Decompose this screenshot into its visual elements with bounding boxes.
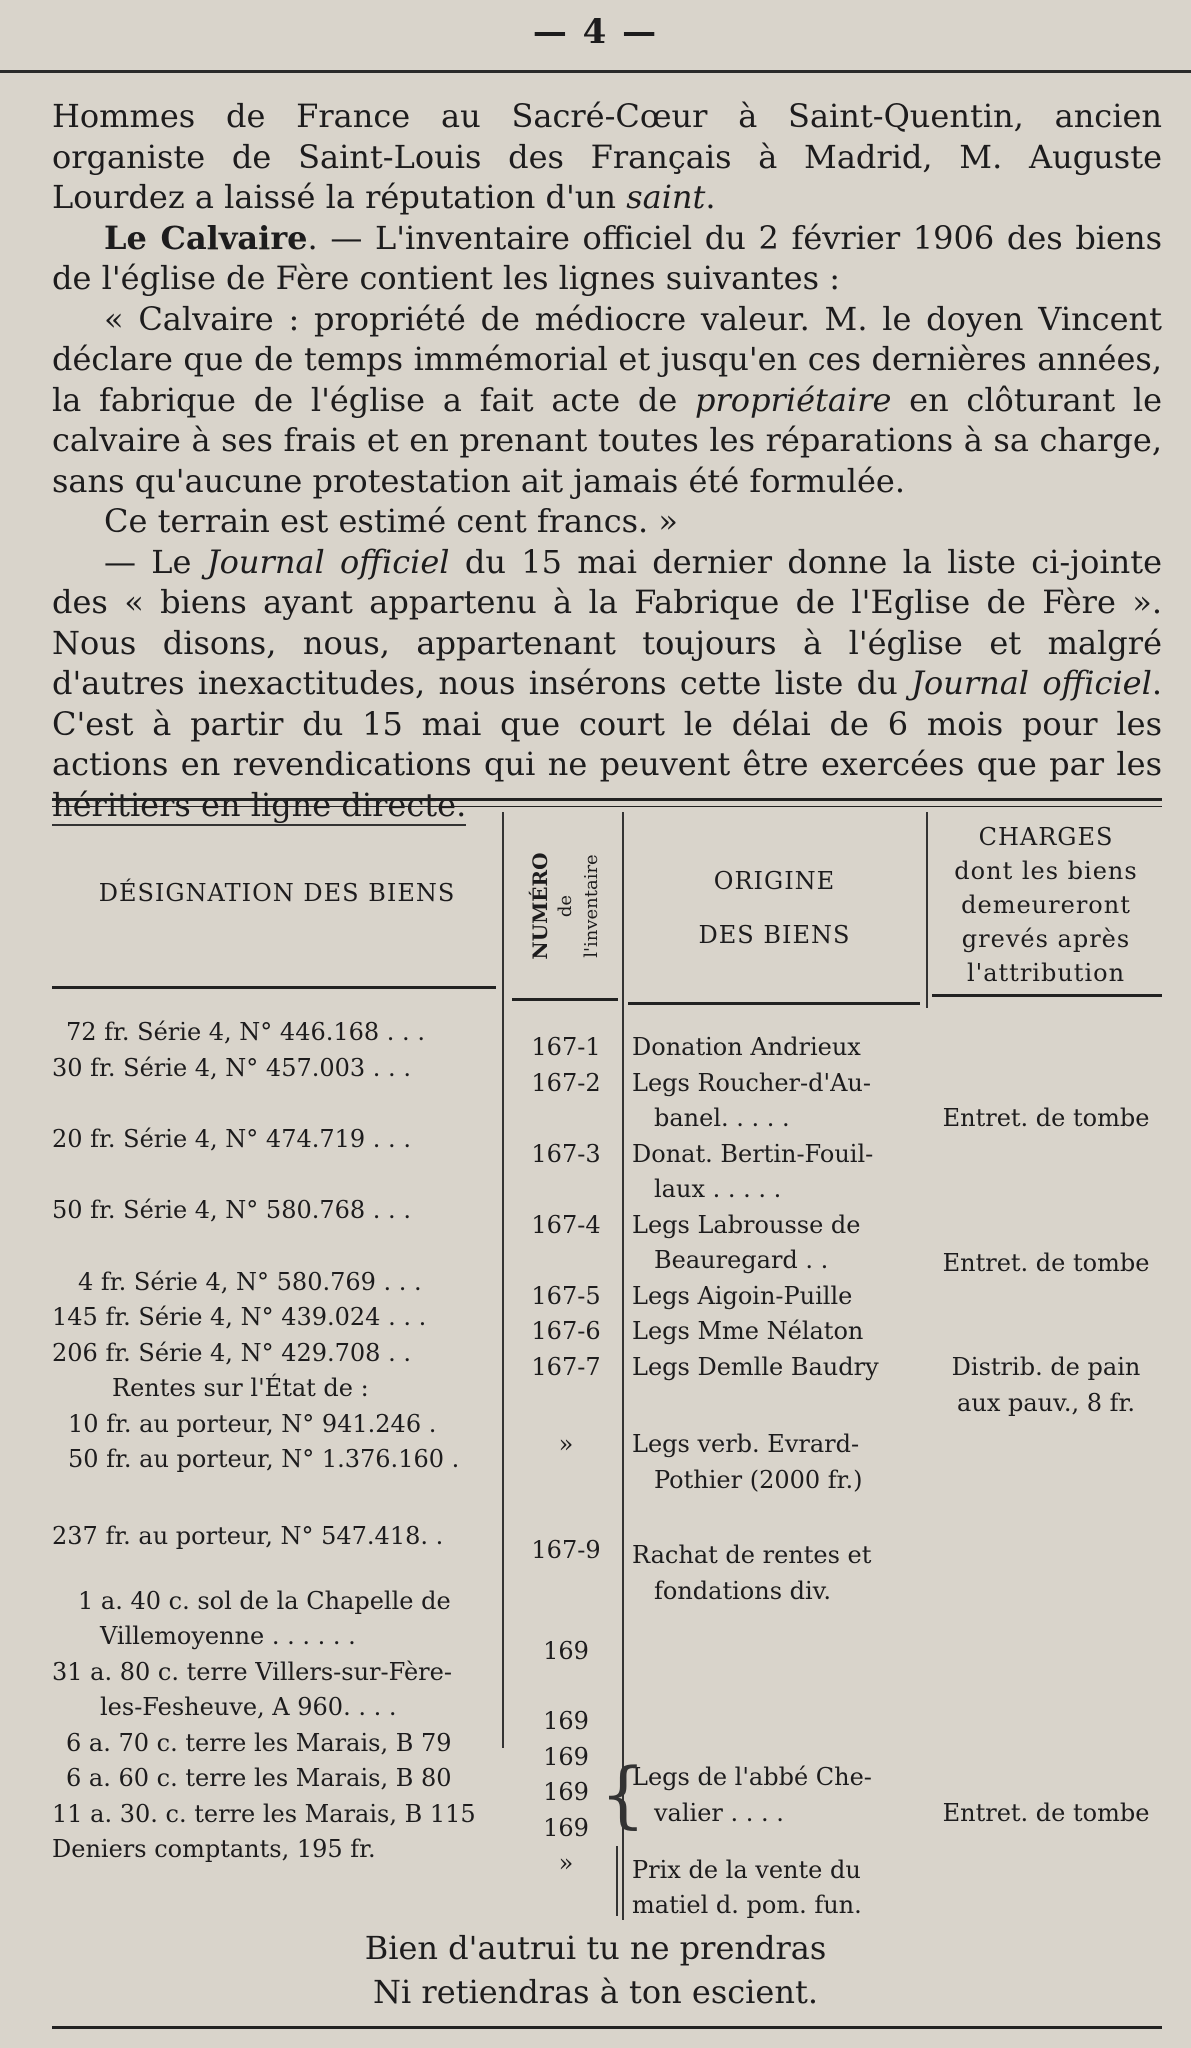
calvaire-heading: Le Calvaire bbox=[104, 218, 308, 257]
emphasis-saint: saint bbox=[626, 178, 706, 216]
designation-row: 50 fr. Série 4, N° 580.768 . . . bbox=[52, 1196, 411, 1224]
origine-line: valier . . . . bbox=[654, 1799, 784, 1827]
designation-row: 1 a. 40 c. sol de la Chapelle de bbox=[78, 1587, 451, 1615]
numero-cell: » bbox=[558, 1430, 574, 1458]
origine-line: Legs verb. Evrard- bbox=[632, 1430, 860, 1458]
charges-line: Entret. de tombe bbox=[942, 1104, 1150, 1132]
designation-row: 6 a. 70 c. terre les Marais, B 79 bbox=[66, 1729, 452, 1757]
header-rule-numero bbox=[512, 998, 618, 1001]
charges-line: Entret. de tombe bbox=[942, 1799, 1150, 1827]
origine-line: matiel d. pom. fun. bbox=[632, 1891, 862, 1919]
paragraph-journal: — Le Journal officiel du 15 mai dernier donne la liste ci-jointe des « biens ayant appartenu à la Fabrique de l'Eglise de Fère ». Nous disons, nous, appartenant toujours à l'église et malgré d'autres inexactitudes, nous insérons cette liste du Journal officiel. C'est à partir du 15 mai que court le délai de 6 mois pour les actions en revendications qui ne peuvent être exercées que par les héritiers en ligne directe. bbox=[52, 542, 1163, 824]
paragraph-quote: « Calvaire : propriété de médiocre valeur. M. le doyen Vincent déclare que de temps immémorial et jusqu'en ces dernières années, la fabrique de l'église a fait acte de propriétaire en clôturant le calvaire à ses frais et en prenant toutes les réparations à sa charge, sans qu'aucune protestation ait jamais été formulée. bbox=[52, 299, 1163, 500]
designation-row: 206 fr. Série 4, N° 429.708 . . bbox=[52, 1339, 411, 1367]
numero-cell: 167-3 bbox=[531, 1140, 601, 1168]
numero-cell: 167-5 bbox=[531, 1282, 601, 1310]
numero-cell: 167-7 bbox=[531, 1353, 601, 1381]
table-top-rule bbox=[52, 798, 1162, 801]
designation-row: 30 fr. Série 4, N° 457.003 . . . bbox=[52, 1054, 411, 1082]
designation-row: les-Fesheuve, A 960. . . . bbox=[100, 1693, 397, 1721]
origine-line: Prix de la vente du bbox=[632, 1856, 861, 1884]
origine-line: Legs Aigoin-Puille bbox=[632, 1282, 853, 1310]
origine-line: Legs Mme Nélaton bbox=[632, 1317, 864, 1345]
numero-cell: 167-9 bbox=[531, 1536, 601, 1564]
charges-line: Distrib. de pain bbox=[951, 1353, 1141, 1381]
origine-line: Donation Andrieux bbox=[632, 1033, 861, 1061]
designation-row: 72 fr. Série 4, N° 446.168 . . . bbox=[66, 1018, 425, 1046]
origine-line: laux . . . . . bbox=[654, 1175, 782, 1203]
numero-cell: 169 bbox=[543, 1637, 589, 1665]
motto-line-1: Bien d'autrui tu ne prendras bbox=[364, 1929, 827, 1967]
header-numero: NUMÉRO de l'inventaire bbox=[528, 852, 602, 960]
heritiers-underlined: héritiers en ligne directe. bbox=[52, 785, 467, 824]
header-rule-designation bbox=[52, 986, 496, 989]
numero-cell: 169 bbox=[543, 1707, 589, 1735]
numero-cell: 167-1 bbox=[531, 1033, 601, 1061]
paragraph-quote-end: Ce terrain est estimé cent francs. » bbox=[104, 502, 678, 540]
origine-line: Legs Roucher-d'Au- bbox=[632, 1069, 871, 1097]
origine-small-divider bbox=[616, 1846, 618, 1916]
numero-cell: 169 bbox=[543, 1778, 589, 1806]
body-text bbox=[52, 96, 1162, 825]
numero-cell: 167-6 bbox=[531, 1317, 601, 1345]
numero-cell: 167-4 bbox=[531, 1211, 601, 1239]
numero-cell: 169 bbox=[543, 1814, 589, 1842]
charges-line: aux pauv., 8 fr. bbox=[957, 1389, 1135, 1417]
paragraph-lourdez: Hommes de France au Sacré-Cœur à Saint-Quentin, ancien organiste de Saint-Louis des Français à Madrid, M. Auguste Lourdez a laissé la réputation d'un saint. bbox=[52, 97, 1162, 216]
numero-cell: » bbox=[558, 1849, 574, 1877]
designation-row: 11 a. 30. c. terre les Marais, B 115 bbox=[52, 1800, 476, 1828]
motto-line-2: Ni retiendras à ton escient. bbox=[373, 1973, 818, 2011]
header-origine: ORIGINE DES BIENS bbox=[698, 867, 851, 949]
footer-rule bbox=[52, 2026, 1162, 2029]
designation-row: 31 a. 80 c. terre Villers-sur-Fère- bbox=[52, 1658, 452, 1686]
origine-line: Pothier (2000 fr.) bbox=[654, 1466, 863, 1494]
page-number: — 4 — bbox=[532, 12, 659, 52]
numero-cell: 169 bbox=[543, 1743, 589, 1771]
origine-line: Legs de l'abbé Che- bbox=[632, 1763, 872, 1791]
designation-row: 4 fr. Série 4, N° 580.769 . . . bbox=[78, 1268, 422, 1296]
header-designation: DÉSIGNATION DES BIENS bbox=[98, 879, 456, 907]
designation-row: Villemoyenne . . . . . . bbox=[100, 1622, 356, 1650]
designation-row: 20 fr. Série 4, N° 474.719 . . . bbox=[52, 1125, 411, 1153]
table-top-rule-thin bbox=[52, 806, 1162, 807]
origine-line: Rachat de rentes et bbox=[632, 1541, 872, 1569]
header-rule-origine bbox=[628, 1002, 920, 1005]
header-charges: CHARGES dont les biens demeureront grevés après l'attribution bbox=[954, 823, 1138, 987]
origine-line: Beauregard . . bbox=[654, 1246, 829, 1274]
designation-row: 6 a. 60 c. terre les Marais, B 80 bbox=[66, 1764, 452, 1792]
designation-row: 145 fr. Série 4, N° 439.024 . . . bbox=[52, 1303, 427, 1331]
designation-row: Rentes sur l'État de : bbox=[112, 1374, 369, 1402]
designation-row: 10 fr. au porteur, N° 941.246 . bbox=[68, 1410, 437, 1438]
brace-glyph: { bbox=[600, 1752, 646, 1836]
charges-line: Entret. de tombe bbox=[942, 1249, 1150, 1277]
origine-line: Legs Demlle Baudry bbox=[632, 1353, 879, 1381]
origine-line: Legs Labrousse de bbox=[632, 1211, 861, 1239]
origine-line: Donat. Bertin-Fouil- bbox=[632, 1140, 874, 1168]
origine-line: banel. . . . . bbox=[654, 1104, 790, 1132]
numero-cell: 167-2 bbox=[531, 1069, 601, 1097]
origine-line: fondations div. bbox=[654, 1577, 832, 1605]
header-rule bbox=[0, 70, 1191, 73]
designation-row: 50 fr. au porteur, N° 1.376.160 . bbox=[68, 1445, 460, 1473]
header-rule-charges bbox=[932, 994, 1162, 997]
paragraph-calvaire: Le Calvaire. — L'inventaire officiel du 2 février 1906 des biens de l'église de Fère contient les lignes suivantes : bbox=[52, 218, 1162, 297]
designation-row: 237 fr. au porteur, N° 547.418. . bbox=[52, 1522, 444, 1550]
designation-row: Deniers comptants, 195 fr. bbox=[52, 1835, 376, 1863]
